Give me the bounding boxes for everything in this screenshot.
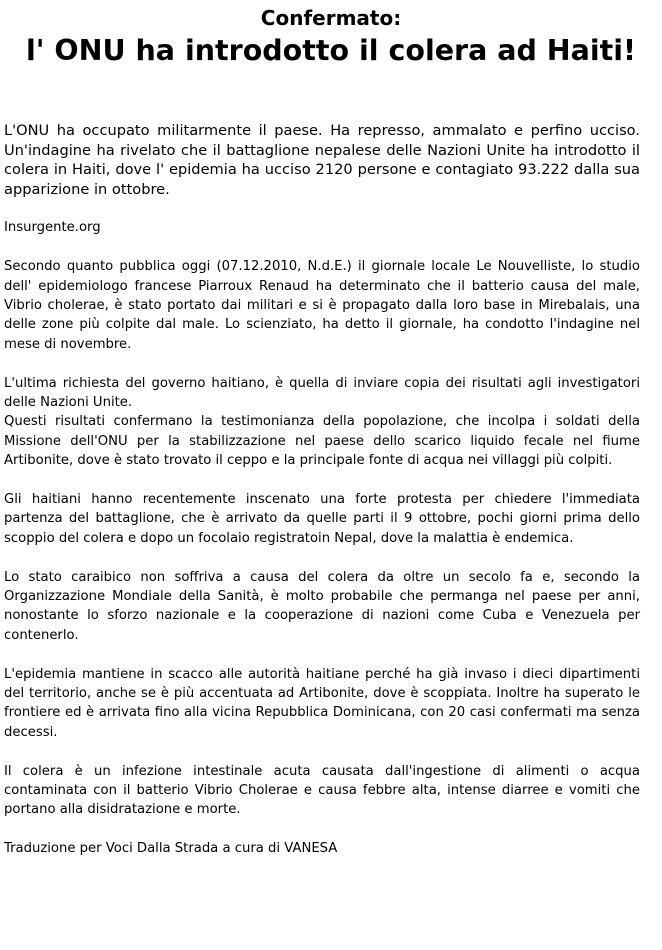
article-paragraph: Il colera è un infezione intestinale acuta causata dall'ingestione di alimenti o acqua contaminata con il batterio Vibrio Cholerae e causa febbre alta, intense diarree e vomiti che portano alla disidratazione e morte. [4,763,640,818]
article-lead: L'ONU ha occupato militarmente il paese. Ha represso, ammalato e perfino ucciso. Un'indagine ha rivelato che il battaglione nepalese delle Nazioni Unite ha introdotto il colera in Haiti, dove l' epidemia ha ucciso 2120 persone e contagiato 93.222 dalla sua apparizione in ottobre. [4,122,640,198]
article-body [4,121,640,878]
article-paragraph: L'epidemia mantiene in scacco alle autorità haitiane perché ha già invaso i dieci dipartimenti del territorio, anche se è più accentuata ad Artibonite, dove è scoppiata. Inoltre ha superato le frontiere ed è arrivata fino alla vicina Repubblica Dominicana, con 20 casi confermati ma senza decessi. [4,666,640,740]
article-paragraph: Lo stato caraibico non soffriva a causa del colera da oltre un secolo fa e, secondo la Organizzazione Mondiale della Sanità, è molto probabile che permanga nel paese per anni, nonostante lo sforzo nazionale e la cooperazione di nazioni come Cuba e Venezuela per contenerlo. [4,569,640,643]
article-paragraph: Secondo quanto pubblica oggi (07.12.2010, N.d.E.) il giornale locale Le Nouvelliste, lo studio dell' epidemiologo francese Piarroux Renaud ha determinato che il batterio causa del male, Vibrio cholerae, è stato portato dai militari e si è propagato dalla loro base in Mirebalais, una delle zone più colpite dal male. Lo scienziato, ha detto il giornale, ha condotto l'indagine nel mese di novembre. [4,259,640,352]
article-source: Insurgente.org [4,220,101,236]
article-paragraph: Questi risultati confermano la testimonianza della popolazione, che incolpa i soldati della Missione dell'ONU per la stabilizzazione nel paese dello scarico liquido fecale nel fiume Artibonite, dove è stato trovato il ceppo e la principale fonte di acqua nei villaggi più colpiti. [4,414,640,469]
article-headline: l' ONU ha introdotto il colera ad Haiti! [25,34,637,67]
article-credit: Traduzione per Voci Dalla Strada a cura di VANESA [4,841,338,857]
article-kicker: Confermato: [260,6,402,30]
article-paragraph: Gli haitiani hanno recentemente inscenato una forte protesta per chiedere l'immediata partenza del battaglione, che è arrivato da quelle parti il 9 ottobre, pochi giorni prima dello scoppio del colera e dopo un focolaio registratoin Nepal, dove la malattia è endemica. [4,492,640,546]
article-paragraph: L'ultima richiesta del governo haitiano, è quella di inviare copia dei risultati agli investigatori delle Nazioni Unite. [4,375,640,411]
